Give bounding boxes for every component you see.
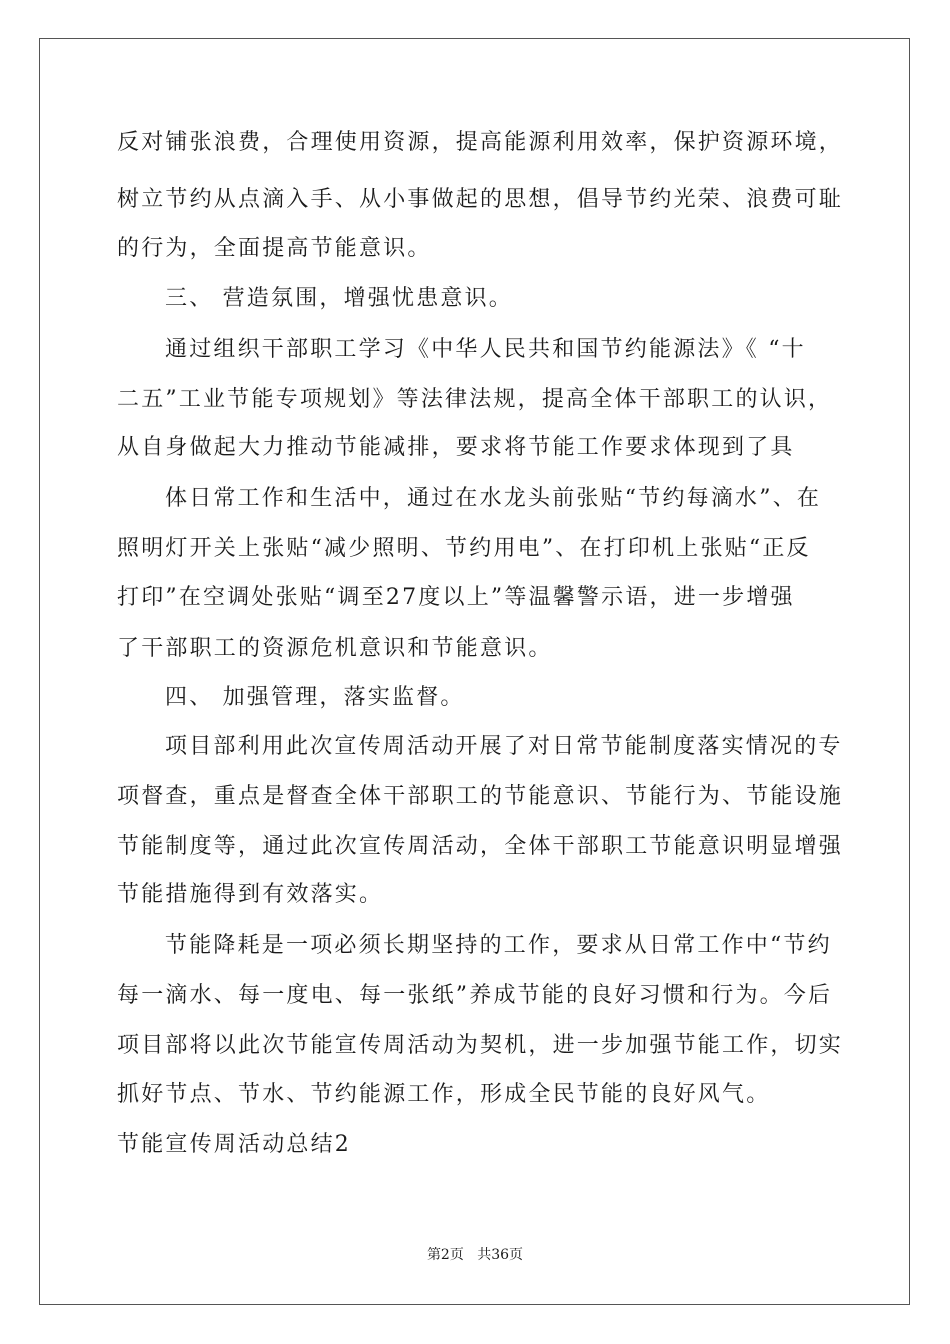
text-line: 抓好节点、节水、节约能源工作，形成全民节能的良好风气。 <box>117 1082 771 1107</box>
text-line: 照明灯开关上张贴“减少照明、节约用电”、在打印机上张贴“正反 <box>117 536 811 561</box>
next-section-title: 节能宣传周活动总结2 <box>117 1132 351 1157</box>
text-line: 节能措施得到有效落实。 <box>117 882 384 907</box>
text-line: 二五”工业节能专项规划》等法律法规，提高全体干部职工的认识， <box>117 387 833 412</box>
text-line: 打印”在空调处张贴“调至27度以上”等温馨警示语，进一步增强 <box>117 585 795 610</box>
page-number: 第2页 <box>426 1247 464 1263</box>
text-line: 节能降耗是一项必须长期坚持的工作，要求从日常工作中“节约 <box>165 933 832 958</box>
text-line: 从自身做起大力推动节能减排，要求将节能工作要求体现到了具 <box>117 435 795 460</box>
text-line: 反对铺张浪费，合理使用资源，提高能源利用效率，保护资源环境， <box>117 130 844 155</box>
text-line: 体日常工作和生活中，通过在水龙头前张贴“节约每滴水”、在 <box>165 486 822 511</box>
section-heading-4: 四、 加强管理，落实监督。 <box>165 685 465 710</box>
page-footer <box>0 1246 950 1264</box>
text-line: 了干部职工的资源危机意识和节能意识。 <box>117 636 553 661</box>
page-total: 共36页 <box>477 1247 524 1263</box>
text-line: 每一滴水、每一度电、每一张纸”养成节能的良好习惯和行为。今后 <box>117 983 833 1008</box>
text-line: 的行为，全面提高节能意识。 <box>117 236 432 261</box>
text-line: 项目部将以此次节能宣传周活动为契机，进一步加强节能工作，切实 <box>117 1033 844 1058</box>
text-line: 项目部利用此次宣传周活动开展了对日常节能制度落实情况的专 <box>165 734 843 759</box>
text-line: 项督查，重点是督查全体干部职工的节能意识、节能行为、节能设施 <box>117 784 844 809</box>
text-line: 树立节约从点滴入手、从小事做起的思想，倡导节约光荣、浪费可耻 <box>117 187 844 212</box>
text-line: 通过组织干部职工学习《中华人民共和国节约能源法》《 “十 <box>165 337 806 362</box>
page-border <box>39 38 910 1305</box>
text-line: 节能制度等，通过此次宣传周活动，全体干部职工节能意识明显增强 <box>117 834 844 859</box>
section-heading-3: 三、 营造氛围，增强忧患意识。 <box>165 286 513 311</box>
